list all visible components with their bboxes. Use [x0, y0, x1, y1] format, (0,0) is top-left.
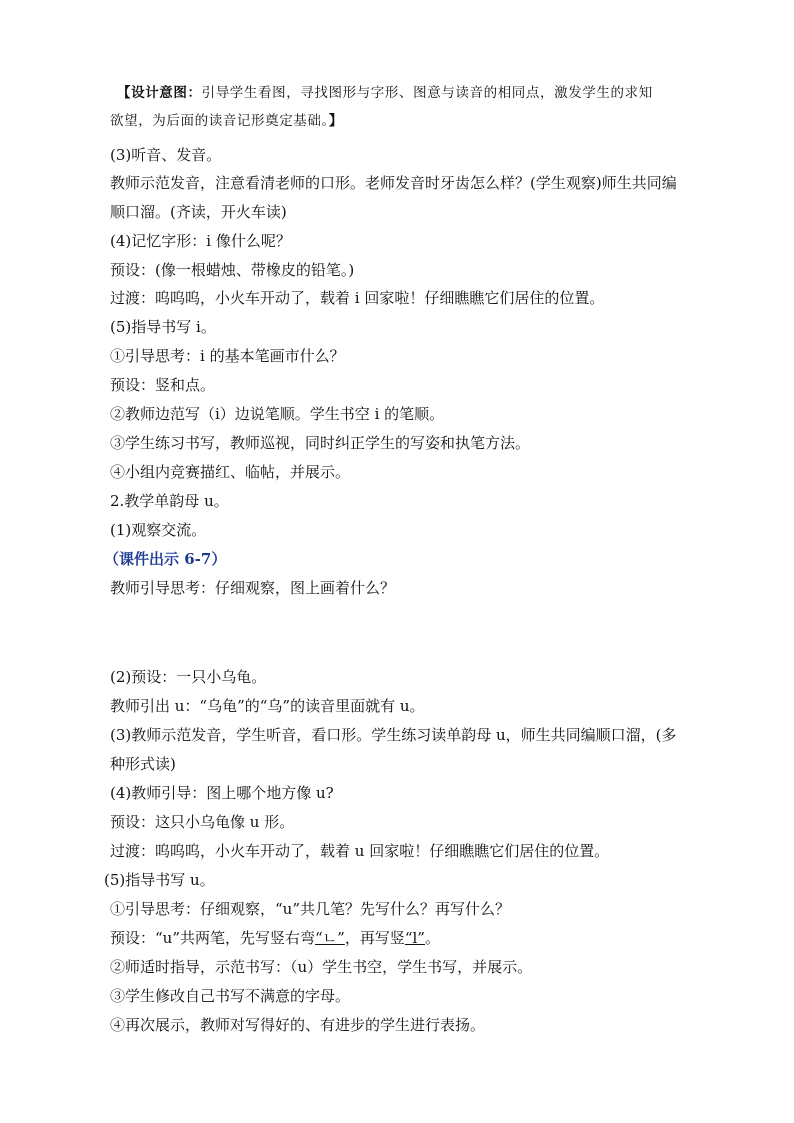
preset-strokes: 预设：竖和点。 — [110, 376, 216, 394]
display-praise: ④再次展示，教师对写得好的、有进步的学生进行表扬。 — [110, 1016, 486, 1034]
teacher-intro-u: 教师引出 u：“乌龟”的“乌”的读音里面就有 u。 — [110, 697, 425, 715]
preset-two-strokes-e: 。 — [424, 929, 440, 947]
bracket-open: 【 — [117, 85, 132, 101]
design-intent-label: 设计意图： — [131, 85, 202, 101]
stroke-vertical: “l” — [404, 929, 425, 947]
group-contest: ④小组内竞赛描红、临帖，并展示。 — [110, 463, 351, 481]
transition-i: 过渡：呜呜呜，小火车开动了，载着 i 回家啦！仔细瞧瞧它们居住的位置。 — [110, 289, 605, 307]
preset-turtle-shape: 预设：这只小乌龟像 u 形。 — [110, 813, 295, 831]
bracket-close: 】 — [328, 113, 343, 129]
teacher-demo-para-cont: 顺口溜。(齐读，开火车读) — [110, 203, 287, 221]
section-2-heading: 2.教学单韵母 u。 — [110, 492, 229, 510]
step-4-memory: (4)记忆字形：i 像什么呢？ — [110, 232, 291, 250]
step-3-demo-u-cont: 种形式读) — [110, 755, 176, 773]
transition-u: 过渡：呜呜呜，小火车开动了，载着 u 回家啦！仔细瞧瞧它们居住的位置。 — [110, 842, 610, 860]
preset-two-strokes — [110, 928, 440, 948]
teacher-guide-think: 教师引导思考：仔细观察，图上画着什么？ — [110, 579, 396, 597]
preset-turtle: (2)预设：一只小乌龟。 — [110, 668, 267, 686]
step-3-demo-u: (3)教师示范发音，学生听音，看口形。学生练习读单韵母 u，师生共同编顺口溜，(多 — [110, 726, 677, 744]
step-5-writing-i: (5)指导书写 i。 — [110, 318, 216, 336]
teacher-demo-para: 教师示范发音，注意看清老师的口形。老师发音时牙齿怎么样？(学生观察)师生共同编 — [110, 174, 677, 192]
design-intent-text-2: 欲望，为后面的读音记形奠定基础。 — [110, 113, 329, 129]
preset-two-strokes-a: 预设：“u”共两笔，先写竖右弯 — [110, 929, 315, 947]
teacher-demo-write-u: ②师适时指导，示范书写：（u）学生书空，学生书写，并展示。 — [110, 958, 533, 976]
design-intent-line-2 — [110, 111, 343, 131]
courseware-label: （课件出示 6-7） — [104, 550, 227, 568]
step-1-observe: (1)观察交流。 — [110, 521, 207, 539]
design-intent-text-1: 引导学生看图，寻找图形与字形、图意与读音的相同点，激发学生的求知 — [201, 85, 653, 101]
step-5-writing-u: (5)指导书写 u。 — [104, 871, 215, 889]
step-4-guide-u: (4)教师引导：图上哪个地方像 u? — [110, 784, 334, 802]
preset-candle: 预设：(像一根蜡烛、带橡皮的铅笔。) — [110, 261, 355, 279]
student-practice: ③学生练习书写，教师巡视，同时纠正学生的写姿和执笔方法。 — [110, 434, 531, 452]
preset-two-strokes-c: ，再写竖 — [344, 929, 405, 947]
guide-think-u: ①引导思考：仔细观察，“u”共几笔？先写什么？再写什么？ — [110, 900, 511, 918]
stroke-vertical-right-bend: “ㄴ” — [315, 929, 345, 947]
student-revise: ③学生修改自己书写不满意的字母。 — [110, 987, 351, 1005]
guide-think-i: ①引导思考：i 的基本笔画市什么？ — [110, 347, 345, 365]
step-3-listen: (3)听音、发音。 — [110, 146, 222, 164]
design-intent-line-1 — [117, 83, 653, 103]
teacher-write-i: ②教师边范写（i）边说笔顺。学生书空 i 的笔顺。 — [110, 405, 445, 423]
